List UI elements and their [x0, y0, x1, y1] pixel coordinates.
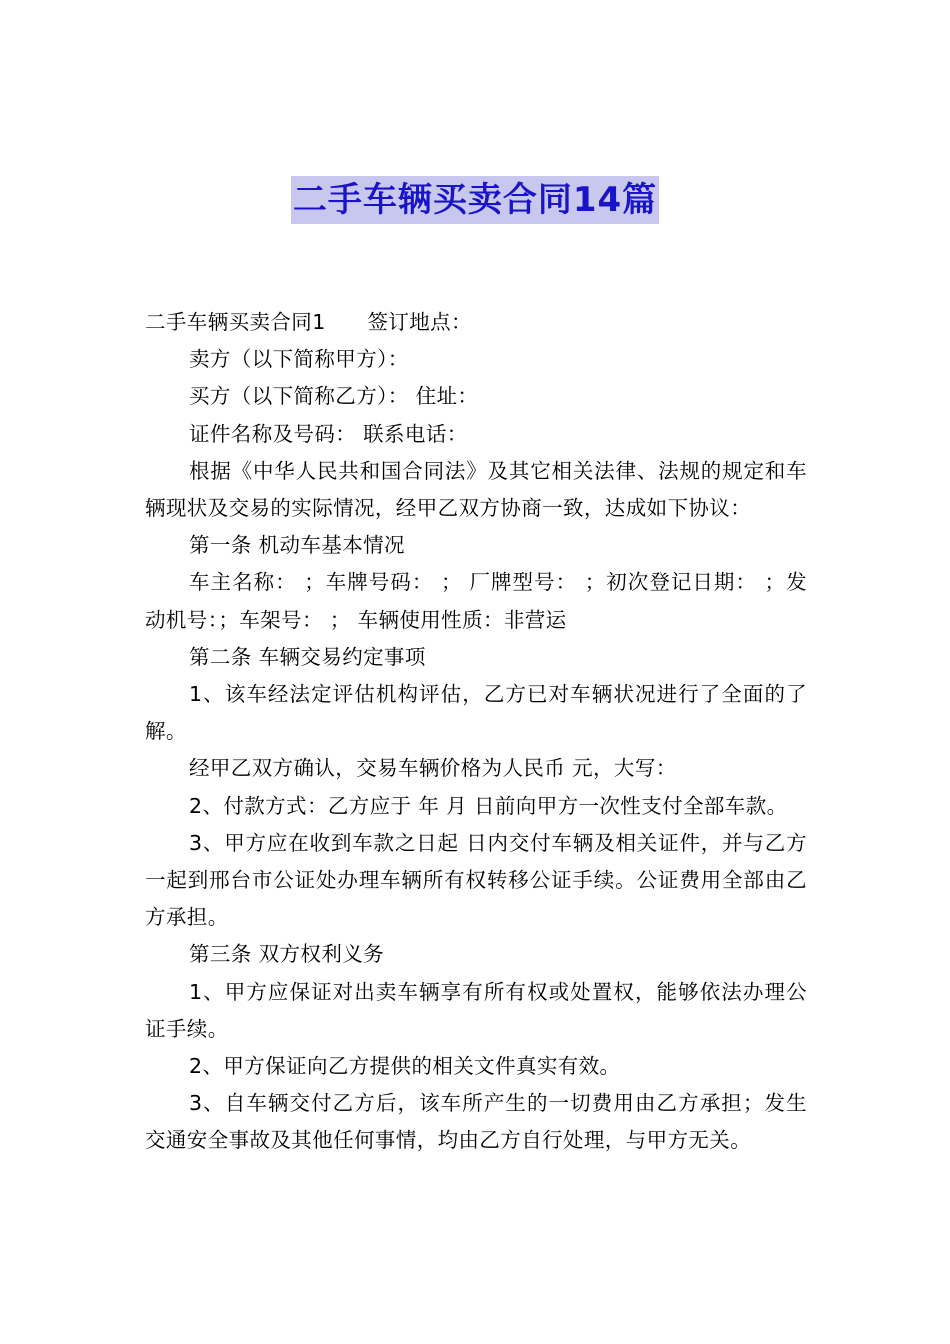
article-2-heading: 第二条 车辆交易约定事项: [189, 644, 426, 669]
paragraph-article-3-item-3: 3、自车辆交付乙方后，该车所产生的一切费用由乙方承担；发生交通安全事故及其他任何事情，均由乙方自行处理，与甲方无关。: [145, 1091, 807, 1153]
document-body: [145, 304, 807, 1160]
paragraph-article-3-item-1: 1、甲方应保证对出卖车辆享有所有权或处置权，能够依法办理公证手续。: [145, 979, 807, 1041]
paragraph-buyer: 买方（以下简称乙方）： 住址：: [189, 384, 479, 409]
paragraph-article-2-item-1: 1、该车经法定评估机构评估，乙方已对车辆状况进行了全面的了解。: [145, 682, 807, 744]
title-container: [0, 176, 950, 224]
article-3-heading: 第三条 双方权利义务: [189, 942, 385, 967]
paragraph-article-3-item-2: 2、甲方保证向乙方提供的相关文件真实有效。: [189, 1054, 621, 1079]
paragraph-preamble: 根据《中华人民共和国合同法》及其它相关法律、法规的规定和车辆现状及交易的实际情况，经甲乙双方协商一致，达成如下协议：: [145, 458, 807, 521]
article-1-heading: 第一条 机动车基本情况: [189, 533, 405, 558]
document-title: 二手车辆买卖合同14篇: [291, 176, 659, 224]
paragraph-price: 经甲乙双方确认，交易车辆价格为人民币 元，大写：: [189, 756, 677, 781]
paragraph-article-2-item-3: 3、甲方应在收到车款之日起 日内交付车辆及相关证件，并与乙方一起到邢台市公证处办理车辆所有权转移公证手续。公证费用全部由乙方承担。: [145, 830, 807, 930]
paragraph-article-2-item-2: 2、付款方式：乙方应于 年 月 日前向甲方一次性支付全部车款。: [189, 793, 788, 818]
paragraph-id-phone: 证件名称及号码： 联系电话：: [189, 421, 468, 446]
paragraph-seller: 卖方（以下简称甲方）：: [189, 347, 409, 372]
paragraph-vehicle-info: 车主名称： ；车牌号码： ； 厂牌型号： ；初次登记日期： ；发动机号：；车架号： ； 车辆使用性质：非营运: [145, 570, 807, 632]
paragraph-heading-location: 二手车辆买卖合同1 签订地点：: [145, 310, 472, 334]
